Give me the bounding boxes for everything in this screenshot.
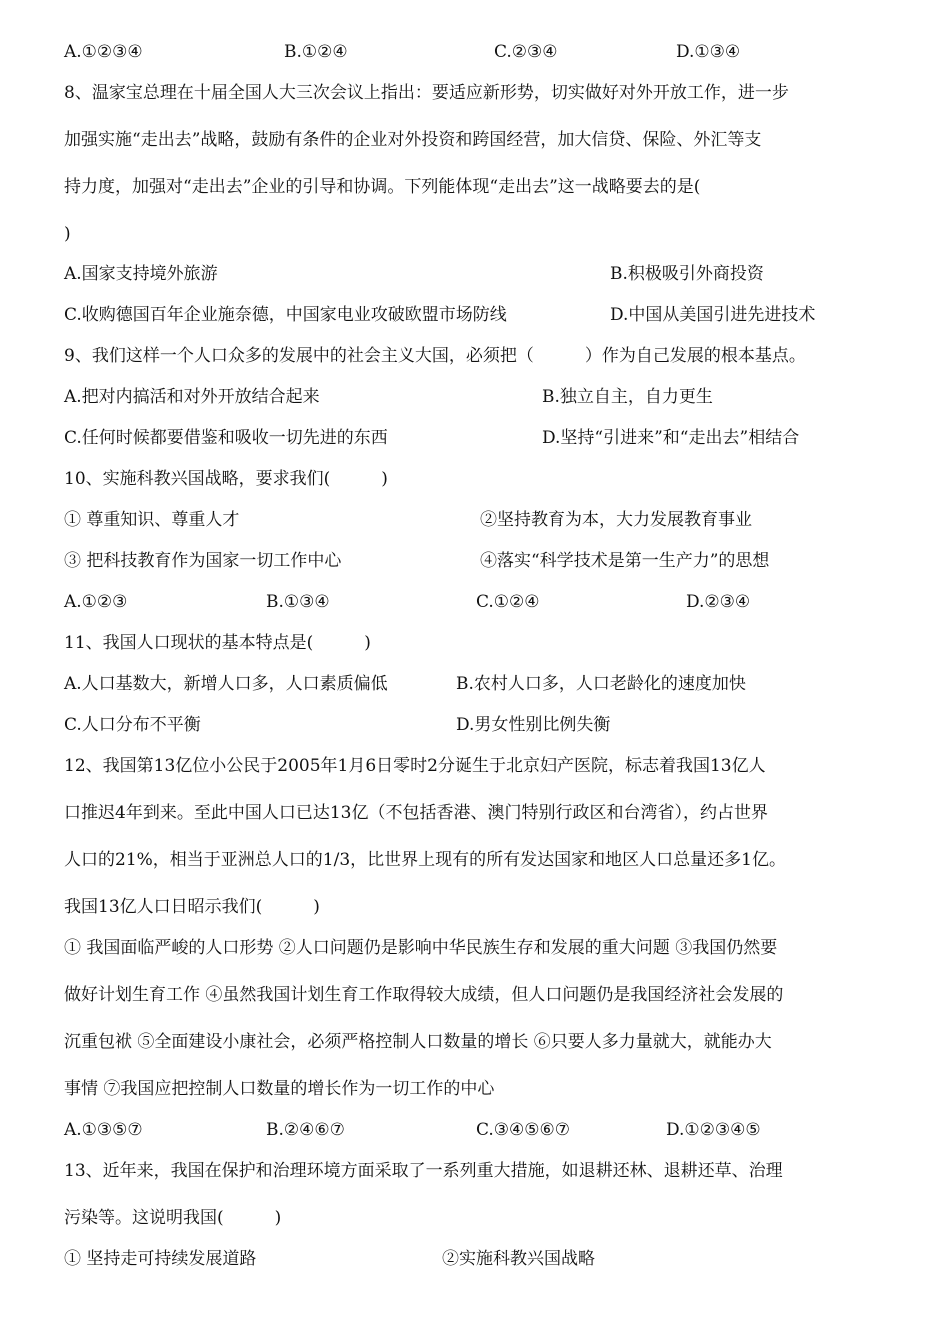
q7-option-a: A.①②③④ [64, 42, 143, 62]
q12-stem-line: 12、我国第13亿位小公民于2005年1月6日零时2分诞生于北京妇产医院，标志着我国13亿人 [64, 756, 766, 776]
q13-stem-line: 污染等。这说明我国( ) [64, 1208, 282, 1228]
q11-stem: 11、我国人口现状的基本特点是( ) [64, 633, 371, 653]
q10-item: ① 尊重知识、尊重人才 [64, 510, 240, 530]
q10-item: ④落实“科学技术是第一生产力”的思想 [480, 551, 770, 571]
q12-stem-line: ① 我国面临严峻的人口形势 ②人口问题仍是影响中华民族生存和发展的重大问题 ③我国仍然要 [64, 938, 778, 958]
q8-stem-line: ) [64, 224, 71, 244]
q13-item: ① 坚持走可持续发展道路 [64, 1249, 257, 1269]
q10-option-c: C.①②④ [476, 592, 540, 612]
q9-option-a: A.把对内搞活和对外开放结合起来 [64, 387, 320, 407]
q12-option-d: D.①②③④⑤ [666, 1120, 761, 1140]
q8-option-c: C.收购德国百年企业施奈德，中国家电业攻破欧盟市场防线 [64, 305, 507, 325]
q8-stem-line: 8、温家宝总理在十届全国人大三次会议上指出：要适应新形势，切实做好对外开放工作，进一步 [64, 83, 789, 103]
q12-option-b: B.②④⑥⑦ [266, 1120, 345, 1140]
q12-option-c: C.③④⑤⑥⑦ [476, 1120, 571, 1140]
q12-stem-line: 我国13亿人口日昭示我们( ) [64, 897, 320, 917]
q8-option-a: A.国家支持境外旅游 [64, 264, 218, 284]
q8-stem-line: 持力度，加强对“走出去”企业的引导和协调。下列能体现“走出去”这一战略要去的是( [64, 177, 701, 197]
q8-option-d: D.中国从美国引进先进技术 [610, 305, 816, 325]
q11-option-b: B.农村人口多，人口老龄化的速度加快 [456, 674, 746, 694]
q12-stem-line: 做好计划生育工作 ④虽然我国计划生育工作取得较大成绩，但人口问题仍是我国经济社会发展的 [64, 985, 784, 1005]
q11-option-c: C.人口分布不平衡 [64, 715, 201, 735]
q10-item: ②坚持教育为本，大力发展教育事业 [480, 510, 752, 530]
q12-stem-line: 人口的21%，相当于亚洲总人口的1/3，比世界上现有的所有发达国家和地区人口总量还多1亿。 [64, 850, 786, 870]
q9-stem: 9、我们这样一个人口众多的发展中的社会主义大国，必须把（ ）作为自己发展的根本基点。 [64, 346, 806, 366]
q10-option-a: A.①②③ [64, 592, 128, 612]
q12-option-a: A.①③⑤⑦ [64, 1120, 143, 1140]
q11-option-a: A.人口基数大，新增人口多，人口素质偏低 [64, 674, 388, 694]
q13-stem-line: 13、近年来，我国在保护和治理环境方面采取了一系列重大措施，如退耕还林、退耕还草、治理 [64, 1161, 783, 1181]
q12-stem-line: 沉重包袱 ⑤全面建设小康社会，必须严格控制人口数量的增长 ⑥只要人多力量就大，就能办大 [64, 1032, 772, 1052]
q10-stem: 10、实施科教兴国战略，要求我们( ) [64, 469, 388, 489]
q7-option-b: B.①②④ [284, 42, 348, 62]
q12-stem-line: 口推迟4年到来。至此中国人口已达13亿（不包括香港、澳门特别行政区和台湾省），约占世界 [64, 803, 768, 823]
q10-item: ③ 把科技教育作为国家一切工作中心 [64, 551, 342, 571]
q8-stem-line: 加强实施“走出去”战略，鼓励有条件的企业对外投资和跨国经营，加大信贷、保险、外汇等支 [64, 130, 762, 150]
q12-stem-line: 事情 ⑦我国应把控制人口数量的增长作为一切工作的中心 [64, 1079, 495, 1099]
q9-option-b: B.独立自主，自力更生 [542, 387, 713, 407]
q11-option-d: D.男女性别比例失衡 [456, 715, 611, 735]
q8-option-b: B.积极吸引外商投资 [610, 264, 764, 284]
q10-option-b: B.①③④ [266, 592, 330, 612]
q7-option-d: D.①③④ [676, 42, 741, 62]
q13-item: ②实施科教兴国战略 [442, 1249, 595, 1269]
q7-option-c: C.②③④ [494, 42, 558, 62]
q10-option-d: D.②③④ [686, 592, 751, 612]
q9-option-c: C.任何时候都要借鉴和吸收一切先进的东西 [64, 428, 388, 448]
q9-option-d: D.坚持“引进来”和“走出去”相结合 [542, 428, 800, 448]
